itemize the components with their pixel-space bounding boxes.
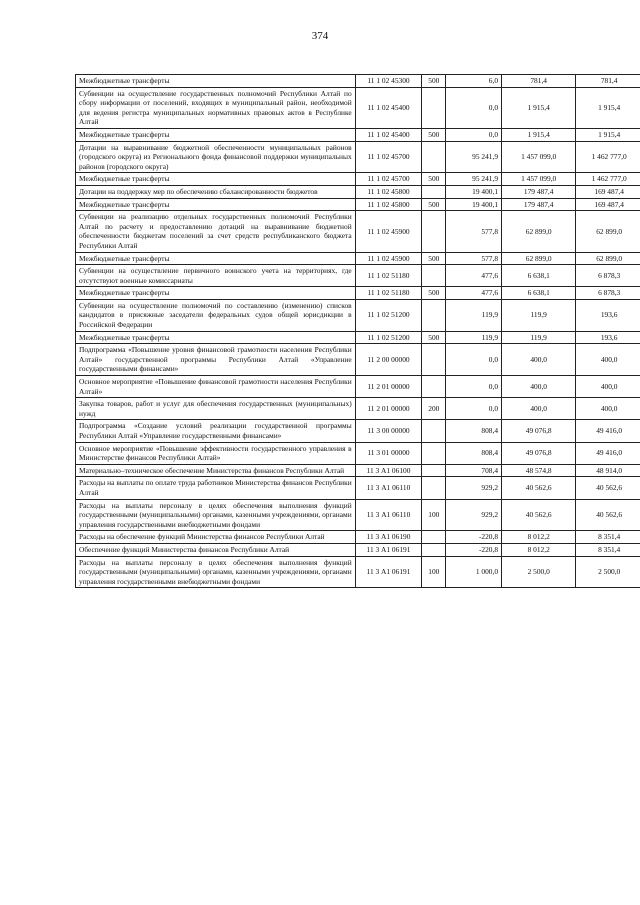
amount-3-cell: 193,6 [576,299,640,331]
table-row [76,173,640,186]
amount-2-cell: 8 012,2 [502,531,576,544]
table-row [76,87,640,128]
expense-name-cell: Расходы на выплаты персоналу в целях обеспечения выполнения функций государственными (муниципальными) органами, казенными учреждениями, органами управления государственными внебюджетными фондами [76,499,356,531]
amount-3-cell: 2 500,0 [576,556,640,588]
table-row [76,128,640,141]
amount-1-cell: 0,0 [446,344,502,376]
amount-1-cell: 577,8 [446,252,502,265]
target-code-cell: 11 1 02 51180 [355,265,422,287]
target-code-cell: 11 3 А1 06100 [355,464,422,477]
expense-type-cell [422,442,446,464]
amount-3-cell: 62 899,0 [576,252,640,265]
expense-type-cell: 200 [422,398,446,420]
amount-1-cell: 119,9 [446,331,502,344]
expense-type-cell: 500 [422,75,446,88]
expense-type-cell [422,344,446,376]
amount-1-cell: 1 000,0 [446,556,502,588]
table-row [76,499,640,531]
table-row [76,376,640,398]
amount-3-cell: 6 878,3 [576,265,640,287]
table-row [76,398,640,420]
amount-3-cell: 193,6 [576,331,640,344]
amount-1-cell: 808,4 [446,420,502,442]
amount-3-cell: 781,4 [576,75,640,88]
expense-name-cell: Дотации на поддержку мер по обеспечению сбалансированности бюджетов [76,185,356,198]
table-row [76,141,640,173]
amount-1-cell: 929,2 [446,477,502,499]
expense-type-cell: 500 [422,128,446,141]
budget-table-body [76,75,640,588]
target-code-cell: 11 3 А1 06190 [355,531,422,544]
amount-1-cell: 19 400,1 [446,198,502,211]
table-row [76,252,640,265]
amount-2-cell: 6 638,1 [502,287,576,300]
amount-1-cell: -220,8 [446,531,502,544]
expense-name-cell: Межбюджетные трансферты [76,198,356,211]
target-code-cell: 11 1 02 51200 [355,299,422,331]
table-row [76,198,640,211]
expense-name-cell: Субвенции на осуществление первичного воинского учета на территориях, где отсутствуют военные комиссариаты [76,265,356,287]
expense-type-cell [422,141,446,173]
amount-3-cell: 1 462 777,0 [576,173,640,186]
amount-2-cell: 1 457 099,0 [502,173,576,186]
expense-name-cell: Межбюджетные трансферты [76,128,356,141]
amount-3-cell: 6 878,3 [576,287,640,300]
target-code-cell: 11 1 02 45800 [355,185,422,198]
amount-2-cell: 49 076,8 [502,420,576,442]
target-code-cell: 11 3 А1 06110 [355,499,422,531]
target-code-cell: 11 1 02 45900 [355,211,422,252]
expense-name-cell: Межбюджетные трансферты [76,173,356,186]
target-code-cell: 11 1 02 45700 [355,141,422,173]
amount-1-cell: 477,6 [446,287,502,300]
amount-2-cell: 119,9 [502,299,576,331]
target-code-cell: 11 1 02 45400 [355,128,422,141]
expense-type-cell: 500 [422,198,446,211]
table-row [76,344,640,376]
table-row [76,442,640,464]
amount-3-cell: 1 915,4 [576,128,640,141]
amount-2-cell: 8 012,2 [502,543,576,556]
amount-3-cell: 400,0 [576,398,640,420]
expense-name-cell: Расходы на обеспечение функций Министерства финансов Республики Алтай [76,531,356,544]
expense-name-cell: Закупка товаров, работ и услуг для обеспечения государственных (муниципальных) нужд [76,398,356,420]
amount-2-cell: 400,0 [502,398,576,420]
expense-name-cell: Основное мероприятие «Повышение финансовой грамотности населения Республики Алтай» [76,376,356,398]
expense-name-cell: Подпрограмма «Создание условий реализации государственной программы Республики Алтай «Управление государственными финансами» [76,420,356,442]
expense-name-cell: Основное мероприятие «Повышение эффективности государственного управления в Министерстве финансов Республики Алтай» [76,442,356,464]
amount-1-cell: 95 241,9 [446,173,502,186]
amount-2-cell: 62 899,0 [502,252,576,265]
table-row [76,287,640,300]
amount-2-cell: 49 076,8 [502,442,576,464]
amount-2-cell: 400,0 [502,344,576,376]
page-number: 374 [311,30,329,42]
target-code-cell: 11 1 02 45900 [355,252,422,265]
expense-name-cell: Межбюджетные трансферты [76,252,356,265]
expense-name-cell: Межбюджетные трансферты [76,331,356,344]
target-code-cell: 11 2 00 00000 [355,344,422,376]
target-code-cell: 11 3 00 00000 [355,420,422,442]
amount-1-cell: 929,2 [446,499,502,531]
expense-name-cell: Субвенции на осуществление полномочий по составлению (изменению) списков кандидатов в присяжные заседатели федеральных судов общей юрисдикции в Российской Федерации [76,299,356,331]
target-code-cell: 11 3 А1 06110 [355,477,422,499]
target-code-cell: 11 1 02 45400 [355,87,422,128]
table-row [76,331,640,344]
table-row [76,185,640,198]
target-code-cell: 11 1 02 51180 [355,287,422,300]
expense-type-cell [422,464,446,477]
amount-1-cell: 477,6 [446,265,502,287]
amount-3-cell: 62 899,0 [576,211,640,252]
expense-name-cell: Подпрограмма «Повышение уровня финансовой грамотности населения Республики Алтай» государственной программы Республики Алтай «Управление государственными финансами» [76,344,356,376]
amount-2-cell: 1 915,4 [502,128,576,141]
amount-1-cell: 6,0 [446,75,502,88]
amount-2-cell: 179 487,4 [502,198,576,211]
amount-1-cell: 577,8 [446,211,502,252]
budget-table [75,74,640,588]
amount-3-cell: 1 915,4 [576,87,640,128]
expense-type-cell [422,211,446,252]
expense-name-cell: Расходы на выплаты по оплате труда работников Министерства финансов Республики Алтай [76,477,356,499]
amount-1-cell: -220,8 [446,543,502,556]
expense-type-cell: 100 [422,556,446,588]
expense-name-cell: Межбюджетные трансферты [76,287,356,300]
amount-2-cell: 1 457 099,0 [502,141,576,173]
table-row [76,531,640,544]
table-row [76,211,640,252]
amount-1-cell: 808,4 [446,442,502,464]
amount-2-cell: 48 574,8 [502,464,576,477]
expense-type-cell [422,376,446,398]
expense-name-cell: Материально–техническое обеспечение Министерства финансов Республики Алтай [76,464,356,477]
amount-1-cell: 19 400,1 [446,185,502,198]
expense-type-cell: 500 [422,331,446,344]
table-row [76,75,640,88]
target-code-cell: 11 1 02 45700 [355,173,422,186]
expense-type-cell [422,543,446,556]
amount-3-cell: 400,0 [576,344,640,376]
table-row [76,464,640,477]
target-code-cell: 11 2 01 00000 [355,398,422,420]
target-code-cell: 11 1 02 45800 [355,198,422,211]
expense-type-cell [422,185,446,198]
expense-name-cell: Субвенции на осуществление государственных полномочий Республики Алтай по сбору информации от поселений, входящих в муниципальный район, необходимой для ведения регистра муниципальных нормативных правовых актов в Республике Алтай [76,87,356,128]
amount-3-cell: 40 562,6 [576,477,640,499]
expense-type-cell [422,299,446,331]
amount-1-cell: 0,0 [446,398,502,420]
target-code-cell: 11 3 А1 06191 [355,556,422,588]
expense-type-cell: 500 [422,173,446,186]
table-row [76,477,640,499]
table-row [76,556,640,588]
amount-1-cell: 708,4 [446,464,502,477]
table-row [76,265,640,287]
amount-1-cell: 0,0 [446,128,502,141]
target-code-cell: 11 2 01 00000 [355,376,422,398]
target-code-cell: 11 1 02 51200 [355,331,422,344]
amount-2-cell: 781,4 [502,75,576,88]
amount-3-cell: 169 487,4 [576,198,640,211]
expense-type-cell [422,477,446,499]
amount-2-cell: 1 915,4 [502,87,576,128]
amount-1-cell: 119,9 [446,299,502,331]
expense-name-cell: Субвенции на реализацию отдельных государственных полномочий Республики Алтай по расчету и предоставлению дотаций на выравнивание бюджетной обеспеченности бюджетам поселений за счет средств республиканского бюджета Республики Алтай [76,211,356,252]
amount-2-cell: 40 562,6 [502,477,576,499]
expense-type-cell [422,265,446,287]
amount-2-cell: 2 500,0 [502,556,576,588]
table-row [76,543,640,556]
expense-type-cell [422,531,446,544]
amount-3-cell: 49 416,0 [576,442,640,464]
amount-1-cell: 95 241,9 [446,141,502,173]
target-code-cell: 11 1 02 45300 [355,75,422,88]
amount-2-cell: 40 562,6 [502,499,576,531]
amount-2-cell: 179 487,4 [502,185,576,198]
expense-type-cell: 100 [422,499,446,531]
table-row [76,420,640,442]
expense-type-cell: 500 [422,287,446,300]
amount-3-cell: 40 562,6 [576,499,640,531]
target-code-cell: 11 3 А1 06191 [355,543,422,556]
amount-3-cell: 49 416,0 [576,420,640,442]
amount-3-cell: 169 487,4 [576,185,640,198]
amount-2-cell: 6 638,1 [502,265,576,287]
table-row [76,299,640,331]
amount-3-cell: 8 351,4 [576,543,640,556]
amount-2-cell: 62 899,0 [502,211,576,252]
expense-name-cell: Обеспечение функций Министерства финансов Республики Алтай [76,543,356,556]
amount-2-cell: 119,9 [502,331,576,344]
target-code-cell: 11 3 01 00000 [355,442,422,464]
amount-2-cell: 400,0 [502,376,576,398]
amount-1-cell: 0,0 [446,376,502,398]
expense-type-cell [422,87,446,128]
amount-3-cell: 48 914,0 [576,464,640,477]
amount-3-cell: 1 462 777,0 [576,141,640,173]
expense-name-cell: Межбюджетные трансферты [76,75,356,88]
expense-type-cell: 500 [422,252,446,265]
amount-3-cell: 400,0 [576,376,640,398]
expense-type-cell [422,420,446,442]
expense-name-cell: Дотации на выравнивание бюджетной обеспеченности муниципальных районов (городского округа) из Регионального фонда финансовой поддержки муниципальных районов (городского округа) [76,141,356,173]
amount-1-cell: 0,0 [446,87,502,128]
amount-3-cell: 8 351,4 [576,531,640,544]
expense-name-cell: Расходы на выплаты персоналу в целях обеспечения выполнения функций государственными (муниципальными) органами, казенными учреждениями, органами управления государственными внебюджетными фондами [76,556,356,588]
